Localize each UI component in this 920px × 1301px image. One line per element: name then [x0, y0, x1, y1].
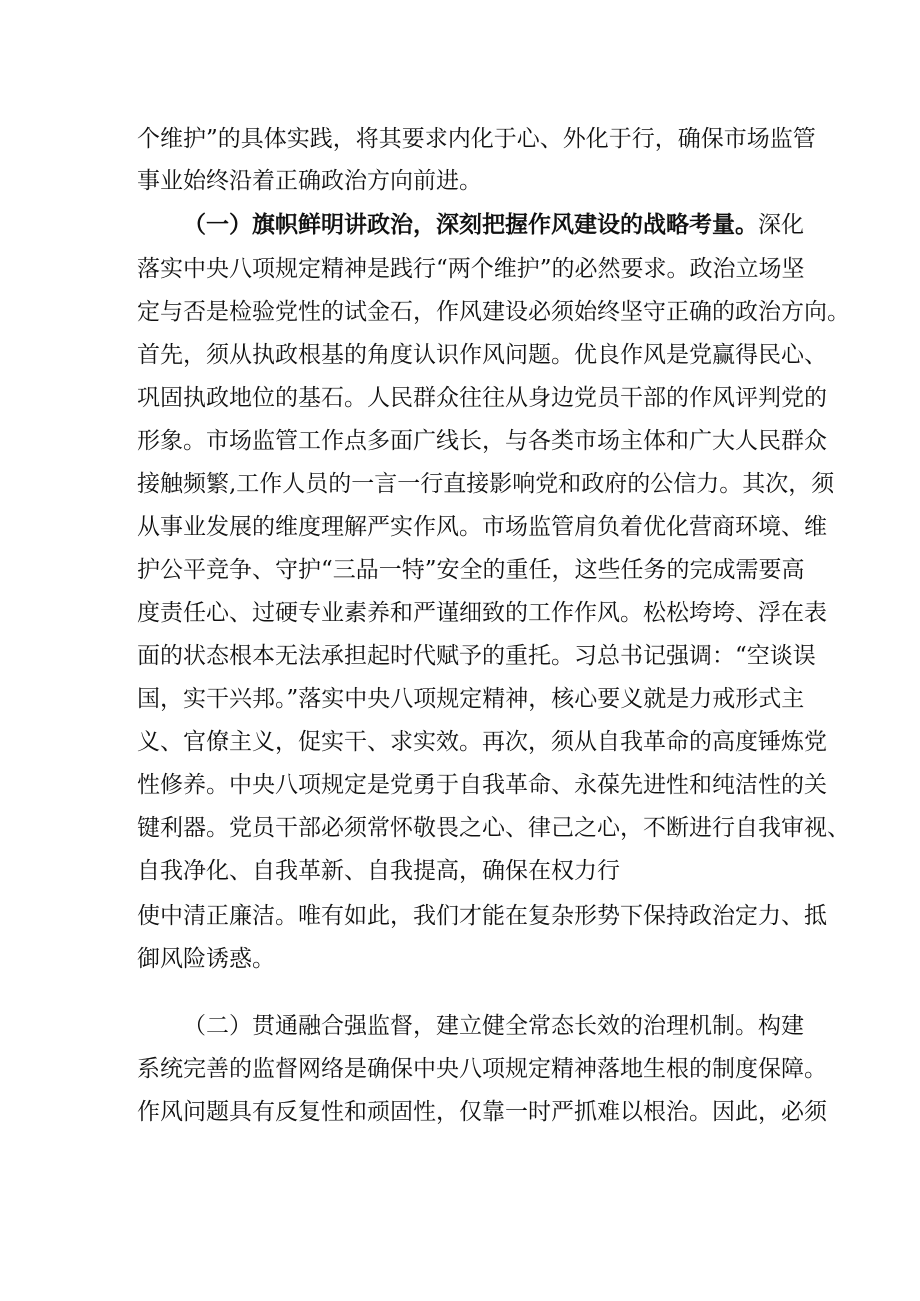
- line-text: 性修养。中央八项规定是党勇于自我革命、永葆先进性和纯洁性的关: [137, 772, 827, 798]
- line-text: 国，实干兴邦。”落实中央八项规定精神，核心要义就是力戒形式主: [137, 686, 805, 712]
- line-text: 护公平竞争、守护“三品一特”安全的重任，这些任务的完成需要高: [137, 557, 805, 583]
- section-heading-line: [183, 201, 804, 249]
- section-heading-2: （二）贯通融合强监督，建立健全常态长效的治理机制。构建: [183, 1013, 804, 1039]
- paragraph-line: [137, 804, 850, 852]
- line-text: 度责任心、过硬专业素养和严谨细致的工作作风。松松垮垮、浮在表: [137, 600, 827, 626]
- line-text: 键利器。党员干部必须常怀敬畏之心、律己之心，不断进行自我审视、: [137, 815, 850, 841]
- paragraph-line: [137, 331, 827, 379]
- line-text: 定与否是检验党性的试金石，作风建设必须始终坚守正确的政治方向。: [137, 299, 850, 325]
- line-text: 首先，须从执政根基的角度认识作风问题。优良作风是党赢得民心、: [137, 342, 827, 368]
- line-text: 义、官僚主义，促实干、求实效。再次，须从自我革命的高度锤炼党: [137, 729, 827, 755]
- line-text: 使中清正廉洁。唯有如此，我们才能在复杂形势下保持政治定力、抵: [137, 903, 827, 929]
- paragraph-line: [137, 115, 816, 163]
- paragraph-line: [137, 761, 827, 809]
- paragraph-line: [137, 546, 805, 594]
- line-text: 作风问题具有反复性和顽固性，仅靠一时严抓难以根治。因此，必须: [137, 1099, 827, 1125]
- line-text: 深化: [758, 212, 804, 238]
- paragraph-line: [137, 892, 827, 940]
- paragraph-line: [137, 1045, 827, 1093]
- paragraph-line: [137, 460, 835, 508]
- section-heading-line: [183, 1002, 804, 1050]
- paragraph-line: [137, 935, 797, 983]
- paragraph-line: [137, 589, 827, 637]
- line-text: 形象。市场监管工作点多面广线长，与各类市场主体和广大人民群众: [137, 428, 827, 454]
- line-text: 巩固执政地位的基石。人民群众往往从身边党员干部的作风评判党的: [137, 385, 827, 411]
- line-text: 御风险诱惑。: [137, 946, 275, 972]
- line-text: 个维护”的具体实践，将其要求内化于心、外化于行，确保市场监管: [137, 126, 816, 152]
- paragraph-line: [137, 675, 805, 723]
- paragraph-line: [137, 718, 827, 766]
- line-text: 接触频繁,工作人员的一言一行直接影响党和政府的公信力。其次，须: [137, 471, 835, 497]
- line-text: 落实中央八项规定精神是践行“两个维护”的必然要求。政治立场坚: [137, 256, 805, 282]
- line-text: 从事业发展的维度理解严实作风。市场监管肩负着优化营商环境、维: [137, 514, 827, 540]
- paragraph-line: [137, 503, 827, 551]
- paragraph-line: [137, 288, 850, 336]
- line-text: 自我净化、自我革新、自我提高，确保在权力行: [137, 858, 620, 884]
- line-text: 系统完善的监督网络是确保中央八项规定精神落地生根的制度保障。: [137, 1056, 827, 1082]
- section-heading-1: （一）旗帜鲜明讲政治，深刻把握作风建设的战略考量。: [183, 211, 758, 238]
- paragraph-line: [137, 632, 816, 680]
- paragraph-line: [137, 374, 827, 422]
- paragraph-line: [137, 417, 827, 465]
- paragraph-line: [137, 1088, 827, 1136]
- paragraph-line: [137, 157, 797, 205]
- paragraph-line: [137, 245, 805, 293]
- line-text: 事业始终沿着正确政治方向前进。: [137, 168, 482, 194]
- line-text: 面的状态根本无法承担起时代赋予的重托。习总书记强调：“空谈误: [137, 643, 816, 669]
- paragraph-line: [137, 847, 797, 895]
